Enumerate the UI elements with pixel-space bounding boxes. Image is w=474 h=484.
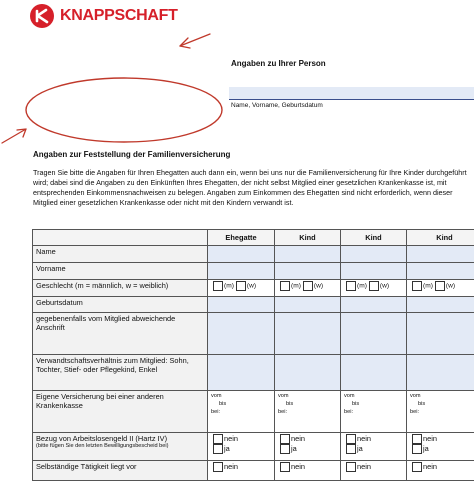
row-label-verwandtschaft: Verwandtschaftsverhältnis zum Mitglied: Sohn, Tochter, Stief- oder Pflegekind, Enkel: [33, 355, 208, 391]
bei-label: bei:: [278, 409, 288, 415]
checkbox-ja-kind-2[interactable]: [346, 444, 356, 454]
table-row: [33, 297, 474, 313]
checkbox-nein-kind-2[interactable]: [346, 462, 356, 472]
geburtsdatum-field-kind-1[interactable]: [275, 297, 341, 313]
vorname-field-ehegatte[interactable]: [208, 263, 275, 280]
option-w-label: (w): [246, 282, 257, 290]
bezug-cell-kind-2: [341, 433, 407, 461]
bis-label: bis: [352, 401, 360, 407]
ja-label: ja: [224, 444, 230, 454]
row-label-versicherung: Eigene Versicherung bei einer anderen Krankenkasse: [33, 391, 208, 433]
checkbox-w-ehegatte[interactable]: [236, 281, 246, 291]
name-field-kind-1[interactable]: [275, 246, 341, 263]
annotation-ellipse: [26, 78, 222, 142]
anschrift-field-kind-1[interactable]: [275, 313, 341, 355]
checkbox-nein-kind-1[interactable]: [280, 434, 290, 444]
annotation-arrow-icon: [2, 129, 26, 143]
checkbox-nein-ehegatte[interactable]: [213, 462, 223, 472]
person-section-title: Angaben zu Ihrer Person: [231, 59, 326, 68]
table-header-row: [33, 230, 474, 246]
vom-label: vom: [344, 393, 355, 399]
bezug-note: (bitte fügen Sie den letzten Bewilligungsbescheid bei): [36, 443, 169, 449]
row-label-name: Name: [33, 246, 208, 263]
checkbox-w-kind-1[interactable]: [303, 281, 313, 291]
bei-label: bei:: [211, 409, 221, 415]
nein-label: nein: [224, 434, 238, 443]
bezug-cell-kind-3: [407, 433, 474, 461]
verwandtschaft-field-kind-2[interactable]: [341, 355, 407, 391]
brand-name: KNAPPSCHAFT: [60, 7, 178, 24]
nein-label: nein: [423, 462, 437, 471]
anschrift-field-kind-2[interactable]: [341, 313, 407, 355]
vorname-field-kind-3[interactable]: [407, 263, 474, 280]
bezug-cell-ehegatte: [208, 433, 275, 461]
selbst-cell-kind-1: [275, 461, 341, 481]
table-row: [33, 433, 474, 461]
nein-label: nein: [357, 434, 371, 443]
versicherung-cell-kind-3: [407, 391, 474, 433]
checkbox-w-kind-3[interactable]: [435, 281, 445, 291]
row-label-geschlecht: Geschlecht (m = männlich, w = weiblich): [33, 280, 208, 297]
table-row: [33, 391, 474, 433]
option-m-label: (m): [291, 282, 301, 290]
geschlecht-cell-ehegatte: [208, 280, 275, 297]
person-field-label: Name, Vorname, Geburtsdatum: [231, 102, 323, 109]
checkbox-nein-kind-1[interactable]: [280, 462, 290, 472]
bezug-label: Bezug von Arbeitslosengeld II (Hartz IV): [36, 434, 168, 443]
ja-label: ja: [357, 444, 363, 454]
checkbox-m-kind-1[interactable]: [280, 281, 290, 291]
versicherung-cell-kind-1: [275, 391, 341, 433]
header-empty-cell: [33, 230, 208, 246]
nein-label: nein: [423, 434, 437, 443]
checkbox-nein-kind-2[interactable]: [346, 434, 356, 444]
column-header-kind-2: Kind: [341, 230, 407, 246]
bis-label: bis: [219, 401, 227, 407]
family-members-table: [32, 229, 474, 481]
geburtsdatum-field-kind-2[interactable]: [341, 297, 407, 313]
checkbox-nein-kind-3[interactable]: [412, 462, 422, 472]
geburtsdatum-field-ehegatte[interactable]: [208, 297, 275, 313]
option-w-label: (w): [379, 282, 390, 290]
row-label-vorname: Vorname: [33, 263, 208, 280]
checkbox-w-kind-2[interactable]: [369, 281, 379, 291]
nein-label: nein: [291, 462, 305, 471]
anschrift-field-kind-3[interactable]: [407, 313, 474, 355]
option-m-label: (m): [224, 282, 234, 290]
checkbox-m-kind-2[interactable]: [346, 281, 356, 291]
column-header-kind-3: Kind: [407, 230, 474, 246]
table-row: [33, 246, 474, 263]
checkbox-m-kind-3[interactable]: [412, 281, 422, 291]
name-field-ehegatte[interactable]: [208, 246, 275, 263]
geschlecht-cell-kind-2: [341, 280, 407, 297]
versicherung-cell-kind-2: [341, 391, 407, 433]
verwandtschaft-field-kind-1[interactable]: [275, 355, 341, 391]
family-section-title: Angaben zur Feststellung der Familienversicherung: [33, 150, 231, 159]
column-header-ehegatte: Ehegatte: [208, 230, 275, 246]
row-label-anschrift: gegebenenfalls vom Mitglied abweichende Anschrift: [33, 313, 208, 355]
anschrift-field-ehegatte[interactable]: [208, 313, 275, 355]
table-row: [33, 313, 474, 355]
checkbox-ja-ehegatte[interactable]: [213, 444, 223, 454]
option-m-label: (m): [357, 282, 367, 290]
geschlecht-cell-kind-1: [275, 280, 341, 297]
checkbox-m-ehegatte[interactable]: [213, 281, 223, 291]
row-label-bezug: [33, 433, 208, 461]
bis-label: bis: [286, 401, 294, 407]
verwandtschaft-field-ehegatte[interactable]: [208, 355, 275, 391]
geburtsdatum-field-kind-3[interactable]: [407, 297, 474, 313]
verwandtschaft-field-kind-3[interactable]: [407, 355, 474, 391]
vom-label: vom: [278, 393, 289, 399]
vorname-field-kind-1[interactable]: [275, 263, 341, 280]
row-label-selbst: Selbständige Tätigkeit liegt vor: [33, 461, 208, 481]
knappschaft-logo-icon: [30, 4, 54, 28]
bei-label: bei:: [344, 409, 354, 415]
vorname-field-kind-2[interactable]: [341, 263, 407, 280]
table-row: [33, 461, 474, 481]
vom-label: vom: [211, 393, 222, 399]
selbst-cell-ehegatte: [208, 461, 275, 481]
nein-label: nein: [357, 462, 371, 471]
nein-label: nein: [291, 434, 305, 443]
versicherung-cell-ehegatte: [208, 391, 275, 433]
bezug-cell-kind-1: [275, 433, 341, 461]
option-w-label: (w): [313, 282, 324, 290]
name-field-kind-2[interactable]: [341, 246, 407, 263]
checkbox-nein-kind-3[interactable]: [412, 434, 422, 444]
option-w-label: (w): [445, 282, 456, 290]
bei-label: bei:: [410, 409, 420, 415]
intro-paragraph: Tragen Sie bitte die Angaben für Ihren Ehegatten auch dann ein, wenn bei uns nur die Familienversicherung für Ihre Kinder durchgeführt wird; dabei sind die Angaben zu den Einkünften Ihres Ehegatten, der nicht selbst Mitglied einer gesetzlichen Krankenkasse ist, mit entsprechenden Einkommensnachweisen zu belegen. Angaben zum Einkommen des Ehegatten sind nicht erforderlich, wenn dieser Mitglied einer gesetzlichen Krankenkasse oder nicht mit den Kindern verwandt ist.: [33, 168, 467, 207]
selbst-cell-kind-2: [341, 461, 407, 481]
column-header-kind-1: Kind: [275, 230, 341, 246]
bis-label: bis: [418, 401, 426, 407]
option-m-label: (m): [423, 282, 433, 290]
vom-label: vom: [410, 393, 421, 399]
ja-label: ja: [423, 444, 429, 454]
annotation-arrow-icon: [180, 34, 210, 48]
ja-label: ja: [291, 444, 297, 454]
name-field-kind-3[interactable]: [407, 246, 474, 263]
person-name-field[interactable]: [229, 87, 474, 100]
table-row: [33, 263, 474, 280]
nein-label: nein: [224, 462, 238, 471]
row-label-geburtsdatum: Geburtsdatum: [33, 297, 208, 313]
checkbox-ja-kind-3[interactable]: [412, 444, 422, 454]
checkbox-nein-ehegatte[interactable]: [213, 434, 223, 444]
geschlecht-cell-kind-3: [407, 280, 474, 297]
selbst-cell-kind-3: [407, 461, 474, 481]
checkbox-ja-kind-1[interactable]: [280, 444, 290, 454]
table-row: [33, 280, 474, 297]
table-row: [33, 355, 474, 391]
